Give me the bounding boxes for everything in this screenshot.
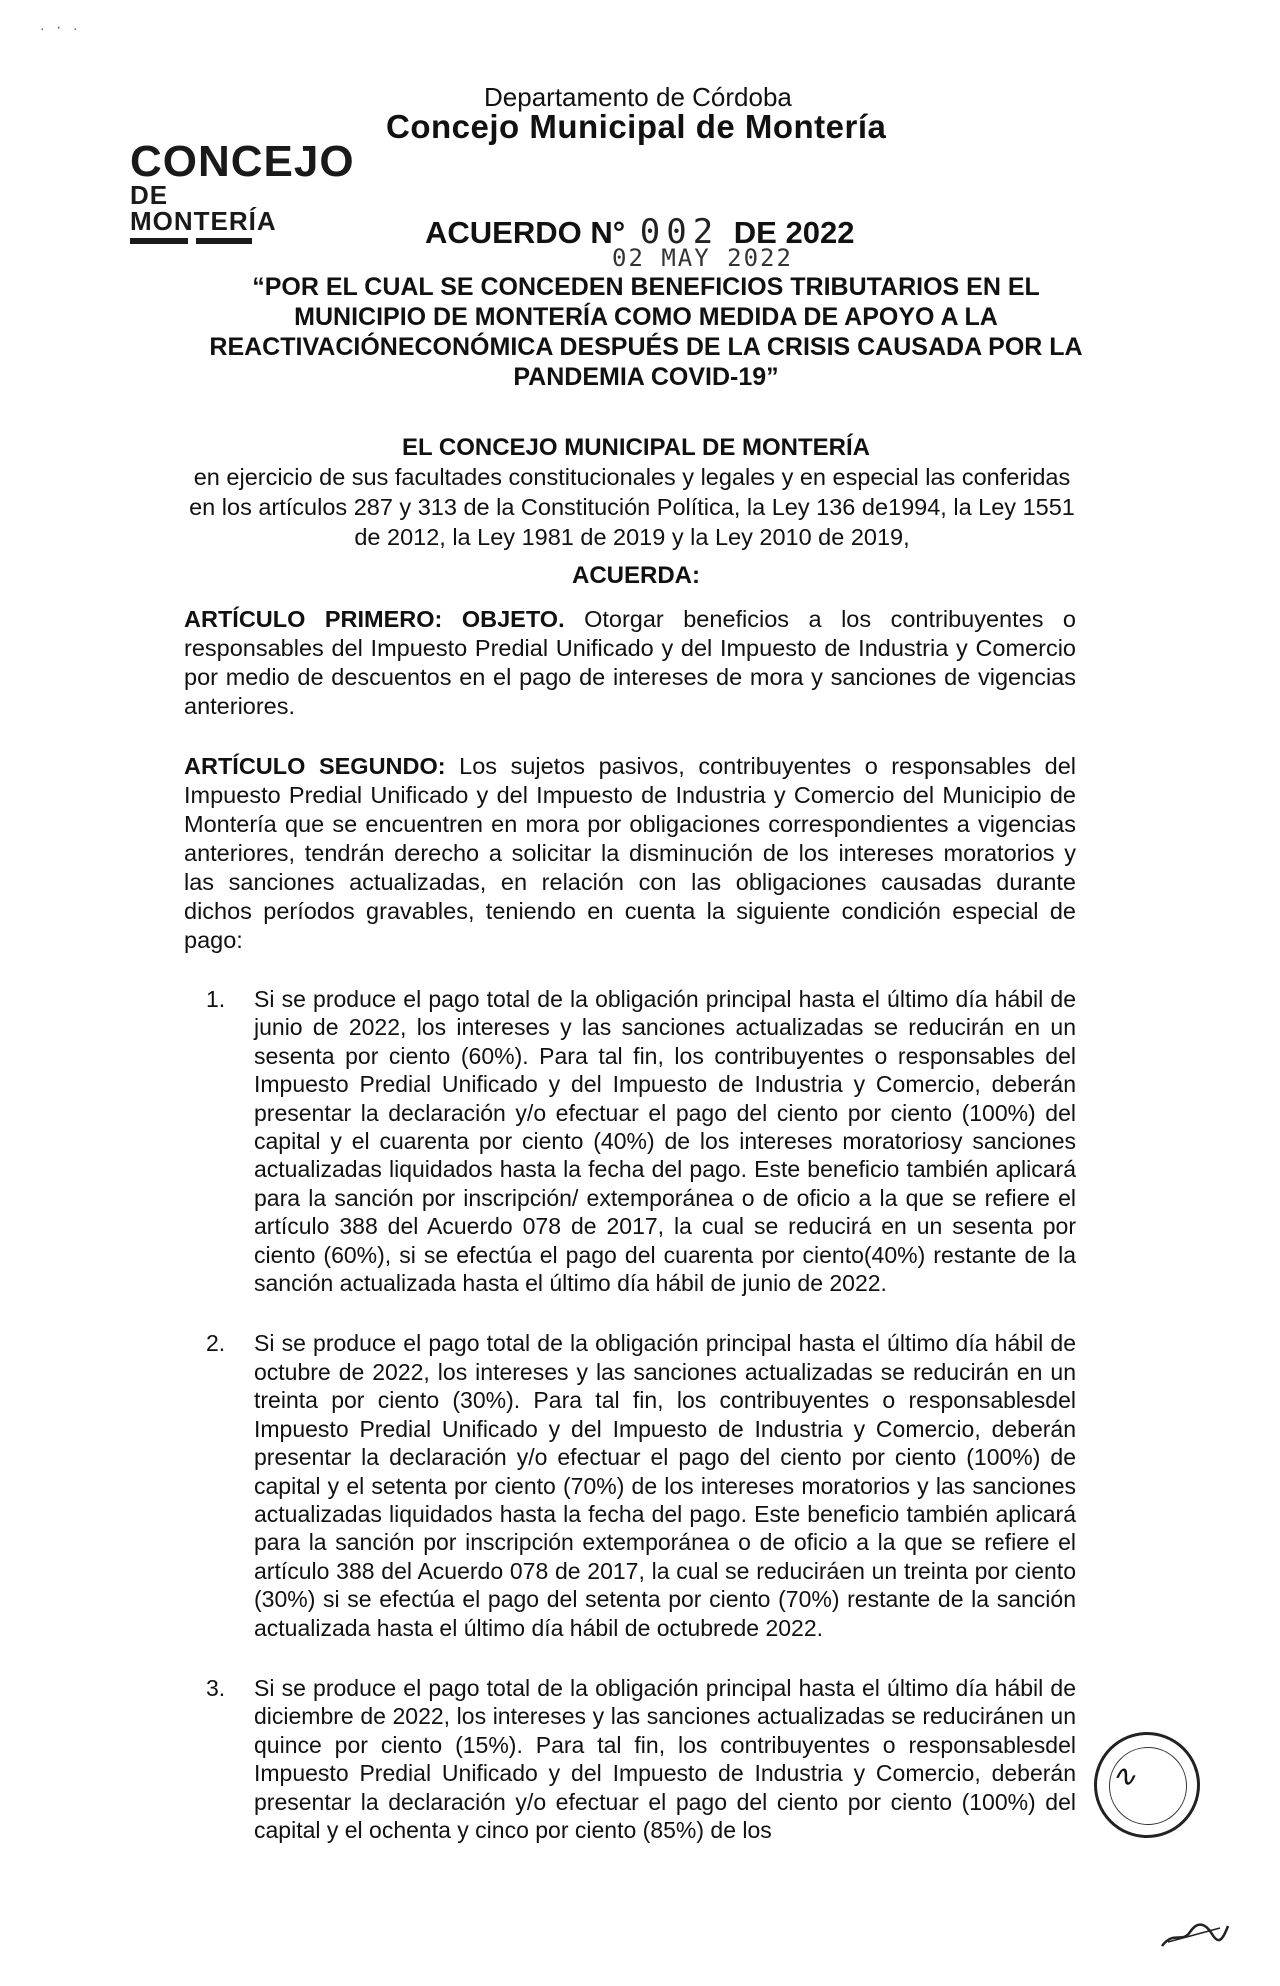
list-item-text: Si se produce el pago total de la obligación principal hasta el último día hábil de diciembre de 2022, los intereses y las sanciones actualizadas se reduciránen un quince por ciento (15%). Para tal fin, los contribuyentes o responsablesdel Impuesto Predial Unificado y del Impuesto de Industria y Comercio, deberán presentar la declaración y/o efectuar el pago del ciento por ciento (100%) del capital y el ochenta y cinco por ciento (85%) de los [254, 1674, 1076, 1843]
list-item-text: Si se produce el pago total de la obligación principal hasta el último día hábil de junio de 2022, los intereses y las sanciones actualizadas se reducirán en un sesenta por ciento (60%). Para tal fin, los contribuyentes o responsables del Impuesto Predial Unificado y del Impuesto de Industria y Comercio, deberán presentar la declaración y/o efectuar el pago del ciento por ciento (100%) del capital y el cuarenta por ciento (40%) de los intereses moratoriosy sanciones actualizadas liquidados hasta la fecha del pago. Este beneficio también aplicará para la sanción por inscripción/ extemporánea o de oficio a la que se refiere el artículo 388 del Acuerdo 078 de 2017, la cual se reducirá en un sesenta por ciento (60%), si se efectúa el pago del cuarenta por ciento(40%) restante de la sanción actualizada hasta el último día hábil de junio de 2022. [254, 986, 1076, 1297]
list-item-number: 1. [206, 986, 226, 1012]
council-heading: EL CONCEJO MUNICIPAL DE MONTERÍA [401, 434, 871, 461]
list-item-number: 2. [206, 1330, 226, 1357]
article-second-heading: ARTÍCULO SEGUNDO: [184, 753, 446, 779]
agreement-year: DE 2022 [733, 215, 855, 250]
article-first-heading: ARTÍCULO PRIMERO: OBJETO. [184, 606, 565, 632]
signature-icon [1160, 1920, 1230, 1950]
preamble: en ejercicio de sus facultades constitucionales y legales y en especial las conferidas en los artículos 287 y 313 de la Constitución Política, la Ley 136 de1994, la Ley 1551 de 2012, la Ley 1981 de 2019 y la Ley 2010 de 2019, [189, 464, 1075, 550]
date-stamp: 02 MAY 2022 [612, 244, 793, 272]
council-name: Concejo Municipal de Montería [386, 108, 887, 145]
article-second-text: Los sujetos pasivos, contribuyentes o responsables del Impuesto Predial Unificado y del Impuesto de Industria y Comercio del Municipio de Montería que se encuentren en mora por obligaciones correspondientes a vigencias anteriores, tendrán derecho a solicitar la disminución de los intereses moratorios y las sanciones actualizadas, en relación con las obligaciones causadas durante dichos períodos gravables, teniendo en cuenta la siguiente condición especial de pago: [184, 753, 1076, 953]
article-first-text: Otorgar beneficios a los contribuyentes o responsables del Impuesto Predial Unificado y del Impuesto de Industria y Comercio por medio de descuentos en el pago de intereses de mora y sanciones de vigencias anteriores. [184, 606, 1076, 719]
logo-text-bottom: DE MONTERÍA [130, 180, 277, 236]
department-name: Departamento de Córdoba [484, 82, 792, 112]
list-item [206, 1329, 1076, 1641]
article-first [184, 605, 1076, 721]
agreement-number: 002 [639, 212, 720, 252]
agreement-prefix: ACUERDO N° [425, 215, 626, 250]
list-item-number: 3. [206, 1674, 226, 1701]
payment-conditions-list [206, 985, 1076, 1844]
official-seal [1094, 1732, 1200, 1838]
list-item [206, 1674, 1076, 1844]
concejo-logo [130, 137, 355, 244]
document-title: “POR EL CUAL SE CONCEDEN BENEFICIOS TRIBUTARIOS EN EL MUNICIPIO DE MONTERÍA COMO MEDIDA DE APOYO A LA REACTIVACIÓNECONÓMICA DESPUÉS DE LA CRISIS CAUSADA POR LA PANDEMIA COVID-19” [209, 273, 1083, 391]
list-item-text: Si se produce el pago total de la obligación principal hasta el último día hábil de octubre de 2022, los intereses y las sanciones actualizadas se reducirán en un treinta por ciento (30%). Para tal fin, los contribuyentes o responsablesdel Impuesto Predial Unificado y del Impuesto de Industria y Comercio, deberán presentar la declaración y/o efectuar el pago del ciento por ciento (100%) de capital y el setenta por ciento (70%) de los intereses moratorios y las sanciones actualizadas liquidados hasta la fecha del pago. Este beneficio también aplicará para la sanción por inscripción extemporánea o de oficio a la que se refiere el artículo 388 del Acuerdo 078 de 2017, la cual se reduciráen un treinta por ciento (30%) si se efectúa el pago del setenta por ciento (70%) restante de la sanción actualizada hasta el último día hábil de octubrede 2022. [254, 1330, 1076, 1641]
scan-specks: · ‧ · [40, 20, 82, 36]
acuerda-heading: ACUERDA: [572, 562, 700, 589]
seal-signature-icon: ∿ [1111, 1759, 1137, 1794]
logo-underline [130, 238, 300, 244]
logo-text-top: CONCEJO [130, 137, 355, 186]
article-second [184, 752, 1076, 955]
list-item [206, 985, 1076, 1297]
